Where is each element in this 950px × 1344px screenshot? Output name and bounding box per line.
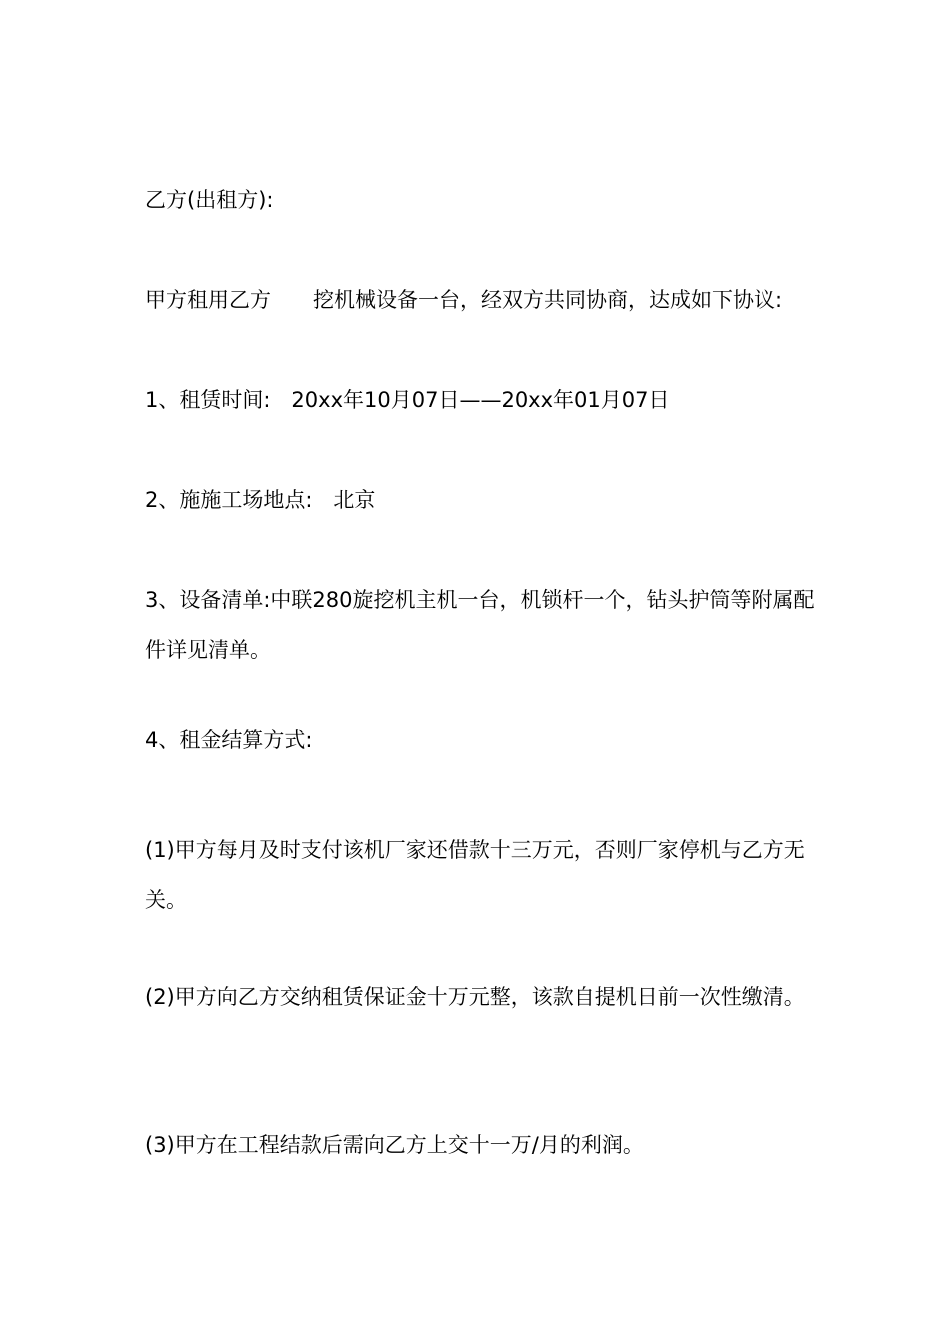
intro-paragraph: 甲方租用乙方 挖机械设备一台，经双方共同协商，达成如下协议: [145,288,783,312]
sub-clause-3: (3)甲方在工程结款后需向乙方上交十一万/月的利润。 [145,1133,644,1157]
sub-clause-2: (2)甲方向乙方交纳租赁保证金十万元整，该款自提机日前一次性缴清。 [145,985,805,1009]
sub-clause-1: (1)甲方每月及时支付该机厂家还借款十三万元，否则厂家停机与乙方无关。 [145,838,805,912]
party-b-line: 乙方(出租方): [145,188,274,212]
clause-3-equipment-list: 3、设备清单:中联280旋挖机主机一台，机锁杆一个，钻头护筒等附属配件详见清单。 [145,588,815,662]
clause-2-site-location: 2、施施工场地点: 北京 [145,488,376,512]
clause-4-settlement-method: 4、租金结算方式: [145,728,313,752]
clause-1-lease-period: 1、租赁时间: 20xx年10月07日——20xx年01月07日 [145,388,670,412]
